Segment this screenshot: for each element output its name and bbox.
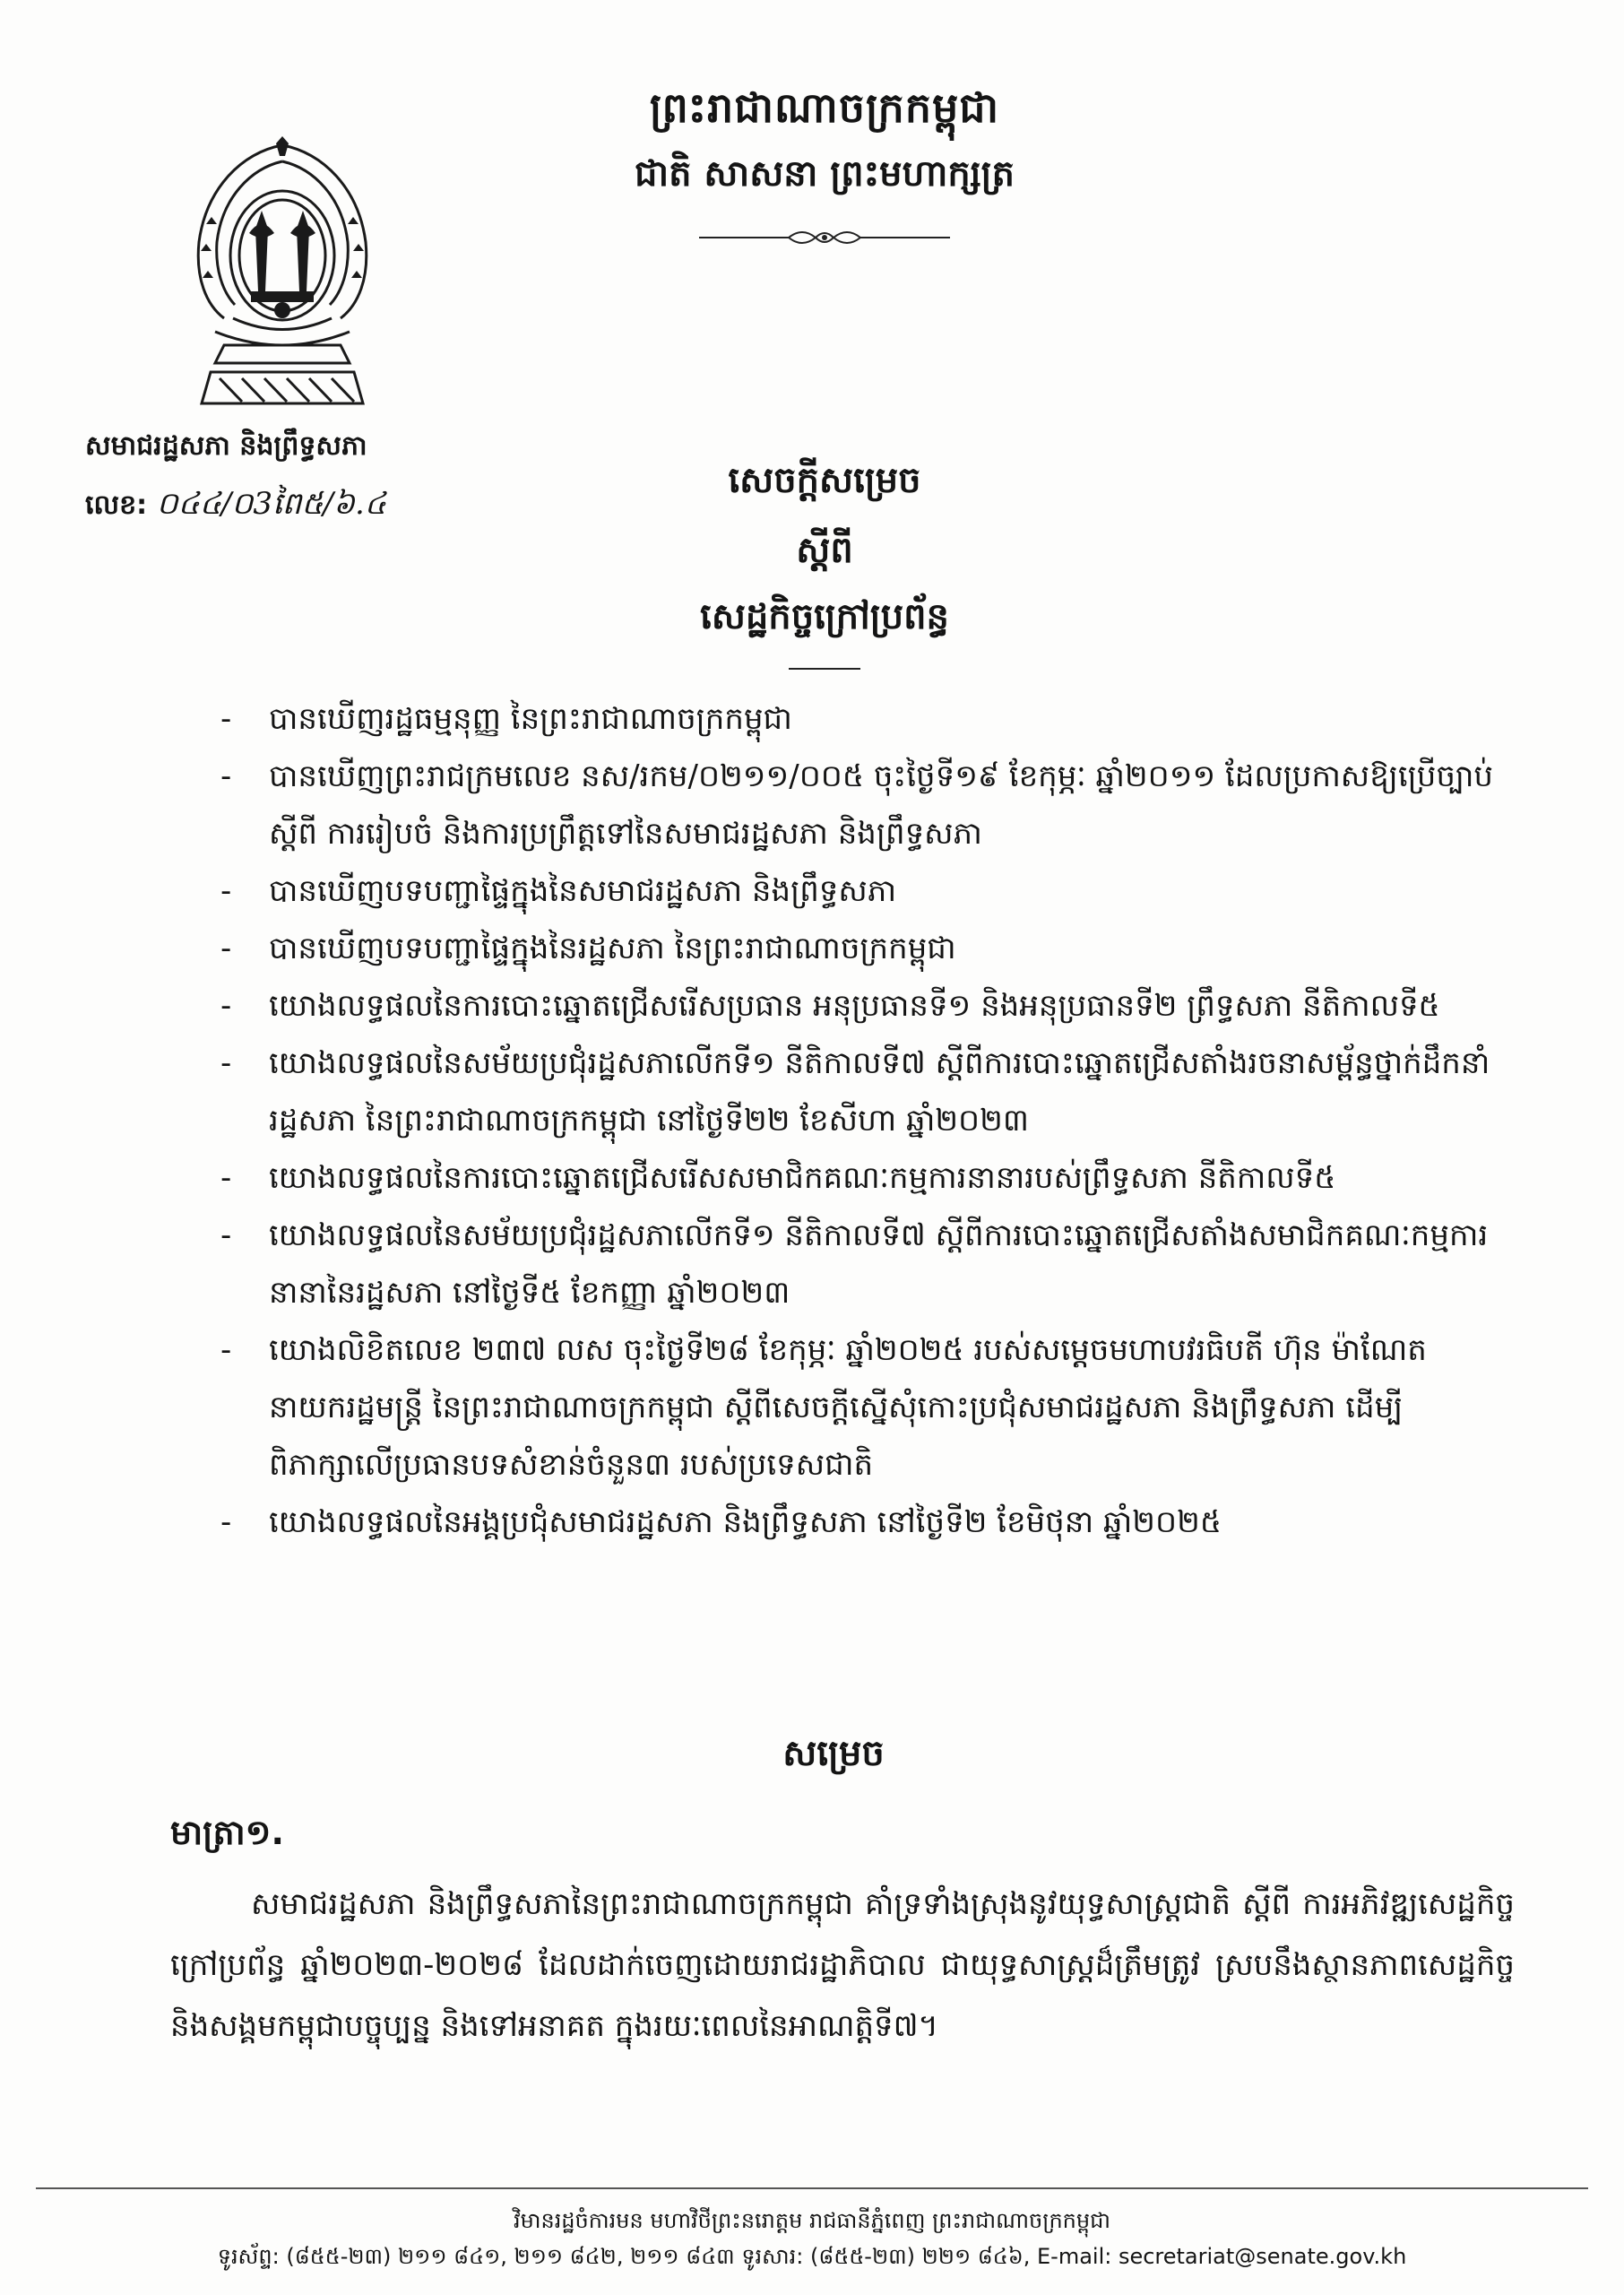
recital-item: - យោងលទ្ធផលនៃសម័យប្រជុំរដ្ឋសភាលើកទី១ នីតិកាលទី៧ ស្តីពីការបោះឆ្នោតជ្រើសតាំងរចនាសម្ព័ន្ធថ្នាក់ដឹកនាំរដ្ឋសភា នៃព្រះរាជាណាចក្រកម្ពុជា នៅថ្ងៃទី២២ ខែសីហា ឆ្នាំ២០២៣ (220, 1045, 1490, 1139)
reference-number (85, 484, 587, 529)
decision-heading: សម្រេច (782, 1733, 885, 1774)
recital-item: - យោងលទ្ធផលនៃសម័យប្រជុំរដ្ឋសភាលើកទី១ នីតិកាលទី៧ ស្តីពីការបោះឆ្នោតជ្រើសតាំងសមាជិកគណៈកម្មការនានានៃរដ្ឋសភា នៅថ្ងៃទី៥ ខែកញ្ញា ឆ្នាំ២០២៣ (220, 1217, 1489, 1311)
reference-label: លេខ: (85, 489, 148, 521)
national-motto: ជាតិ សាសនា ព្រះមហាក្សត្រ (635, 153, 1015, 195)
ornament-divider-icon (690, 224, 959, 251)
royal-emblem-icon (179, 134, 385, 412)
recitals-list (215, 690, 1506, 1551)
recital-item: - យោងលទ្ធផលនៃអង្គប្រជុំសមាជរដ្ឋសភា និងព្រឹទ្ធសភា នៅថ្ងៃទី២ ខែមិថុនា ឆ្នាំ២០២៥ (220, 1504, 1222, 1540)
recital-item: - បានឃើញបទបញ្ជាផ្ទៃក្នុងនៃរដ្ឋសភា នៃព្រះរាជាណាចក្រកម្ពុជា (220, 931, 956, 966)
kingdom-title: ព្រះរាជាណាចក្រកម្ពុជា (649, 83, 1000, 132)
document-subject: សេដ្ឋកិច្ចក្រៅប្រព័ន្ធ (700, 596, 949, 637)
footer-contact: ទូរស័ព្ទ: (៨៥៥-២៣) ២១១ ៨៤១, ២១១ ៨៤២, ២១១ ៨៤៣ ទូរសារ: (៨៥៥-២៣) ២២១ ៨៤៦, E-mail: secretariat@senate.gov.kh (217, 2244, 1407, 2269)
recital-item: - យោងលទ្ធផលនៃការបោះឆ្នោតជ្រើសរើសប្រធាន អនុប្រធានទី១ និងអនុប្រធានទី២ ព្រឹទ្ធសភា នីតិកាលទី៥ (220, 988, 1440, 1024)
recital-item: - យោងលិខិតលេខ ២៣៧ លស ចុះថ្ងៃទី២៨ ខែកុម្ភៈ ឆ្នាំ២០២៥ របស់សម្តេចមហាបវរធិបតី ហ៊ុន ម៉ាណែត នាយករដ្ឋមន្ត្រី នៃព្រះរាជាណាចក្រកម្ពុជា ស្តីពីសេចក្តីស្នើសុំកោះប្រជុំសមាជរដ្ឋសភា និងព្រឹទ្ធសភា ដើម្បីពិភាក្សាលើប្រធានបទសំខាន់ចំនួន៣ របស់ប្រទេសជាតិ (220, 1332, 1427, 1483)
recital-item: - បានឃើញព្រះរាជក្រមលេខ នស/រកម/០២១១/០០៥ ចុះថ្ងៃទី១៩ ខែកុម្ភៈ ឆ្នាំ២០១១ ដែលប្រកាសឱ្យប្រើច្បាប់ស្តីពី ការរៀបចំ និងការប្រព្រឹត្តទៅនៃសមាជរដ្ឋសភា និងព្រឹទ្ធសភា (220, 758, 1493, 852)
recital-item: - បានឃើញបទបញ្ជាផ្ទៃក្នុងនៃសមាជរដ្ឋសភា និងព្រឹទ្ធសភា (220, 873, 897, 909)
document-title: សេចក្តីសម្រេច (728, 460, 921, 501)
article-text: សមាជរដ្ឋសភា និងព្រឹទ្ធសភានៃព្រះរាជាណាចក្រកម្ពុជា គាំទ្រទាំងស្រុងនូវយុទ្ធសាស្ត្រជាតិ ស្តីពី ការអភិវឌ្ឍសេដ្ឋកិច្ចក្រៅប្រព័ន្ធ ឆ្នាំ២០២៣-២០២៨ ដែលដាក់ចេញដោយរាជរដ្ឋាភិបាល ជាយុទ្ធសាស្ត្រដ៏ត្រឹមត្រូវ ស្របនឹងស្ថានភាពសេដ្ឋកិច្ច និងសង្គមកម្ពុជាបច្ចុប្បន្ន និងទៅអនាគត ក្នុងរយៈពេលនៃអាណត្តិទី៧។ (170, 1886, 1515, 2044)
article-label: មាត្រា១. (170, 1813, 284, 1852)
recital-item: - បានឃើញរដ្ឋធម្មនុញ្ញ នៃព្រះរាជាណាចក្រកម្ពុជា (220, 701, 792, 737)
recital-item: - យោងលទ្ធផលនៃការបោះឆ្នោតជ្រើសរើសសមាជិកគណៈកម្មការនានារបស់ព្រឹទ្ធសភា នីតិកាលទី៥ (220, 1160, 1336, 1196)
reference-value: ០៤៤/០3ពៃ៥/៦.៤ (156, 486, 386, 522)
footer-address: វិមានរដ្ឋចំការមន មហាវិថីព្រះនរោត្តម រាជធានីភ្នំពេញ ព្រះរាជាណាចក្រកម្ពុជា (513, 2208, 1110, 2233)
title-about: ស្តីពី (796, 530, 853, 571)
title-underline (789, 668, 860, 670)
footer-divider (36, 2187, 1588, 2189)
issuing-institution: សមាជរដ្ឋសភា និងព្រឹទ្ធសភា (85, 430, 367, 462)
